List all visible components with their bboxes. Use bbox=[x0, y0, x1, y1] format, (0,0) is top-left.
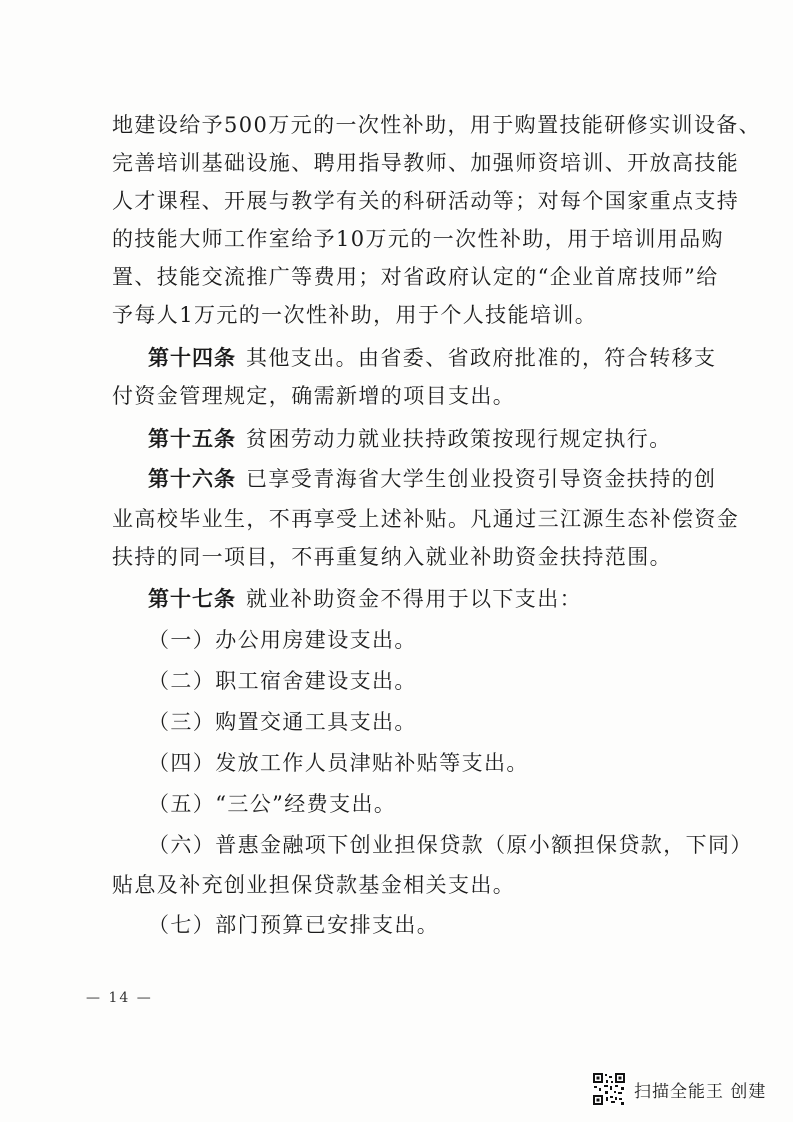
body-line-4: 的技能大师工作室给予10万元的一次性补助，用于培训用品购 bbox=[112, 227, 724, 251]
article-17-item-4: （四）发放工作人员津贴补贴等支出。 bbox=[148, 751, 529, 775]
article-17-item-2: （二）职工宿舍建设支出。 bbox=[148, 669, 417, 693]
body-line-1: 地建设给予500万元的一次性补助，用于购置技能研修实训设备、 bbox=[112, 113, 762, 137]
article-14-text-1: 其他支出。由省委、省政府批准的，符合转移支 bbox=[246, 346, 717, 370]
scanner-watermark bbox=[592, 1072, 766, 1106]
article-17-item-3: （三）购置交通工具支出。 bbox=[148, 710, 417, 734]
watermark-text: 扫描全能王 创建 bbox=[634, 1081, 767, 1102]
article-17-item-5: （五）“三公”经费支出。 bbox=[148, 792, 397, 816]
article-17-item-6-cont: 贴息及补充创业担保贷款基金相关支出。 bbox=[112, 873, 516, 897]
article-14-line-1 bbox=[148, 345, 716, 371]
body-line-2: 完善培训基础设施、聘用指导教师、加强师资培训、开放高技能 bbox=[112, 151, 740, 175]
article-15-text-1: 贫困劳动力就业扶持政策按现行规定执行。 bbox=[246, 427, 672, 451]
article-17-item-1: （一）办公用房建设支出。 bbox=[148, 628, 417, 652]
page-number: — 14 — bbox=[86, 990, 153, 1006]
article-16-heading: 第十六条 bbox=[148, 466, 236, 491]
article-14-line-2: 付资金管理规定，确需新增的项目支出。 bbox=[112, 384, 516, 408]
article-16-line-3: 扶持的同一项目，不再重复纳入就业补助资金扶持范围。 bbox=[112, 545, 672, 569]
article-15-heading: 第十五条 bbox=[148, 426, 236, 451]
body-line-5: 置、技能交流推广等费用；对省政府认定的“企业首席技师”给 bbox=[112, 265, 719, 289]
article-17-text-1: 就业补助资金不得用于以下支出： bbox=[246, 587, 582, 611]
article-17-item-7: （七）部门预算已安排支出。 bbox=[148, 913, 440, 937]
article-15-line-1 bbox=[148, 426, 672, 452]
body-line-6: 予每人1万元的一次性补助，用于个人技能培训。 bbox=[112, 303, 598, 327]
article-17-item-6: （六）普惠金融项下创业担保贷款（原小额担保贷款，下同） bbox=[148, 833, 753, 857]
article-16-line-2: 业高校毕业生，不再享受上述补贴。凡通过三江源生态补偿资金 bbox=[112, 507, 740, 531]
article-17-heading: 第十七条 bbox=[148, 586, 236, 611]
qr-code-icon bbox=[592, 1072, 626, 1106]
article-17-line-1 bbox=[148, 586, 582, 612]
body-line-3: 人才课程、开展与教学有关的科研活动等；对每个国家重点支持 bbox=[112, 189, 740, 213]
article-14-heading: 第十四条 bbox=[148, 345, 236, 370]
article-16-line-1 bbox=[148, 466, 716, 492]
article-16-text-1: 已享受青海省大学生创业投资引导资金扶持的创 bbox=[246, 467, 717, 491]
